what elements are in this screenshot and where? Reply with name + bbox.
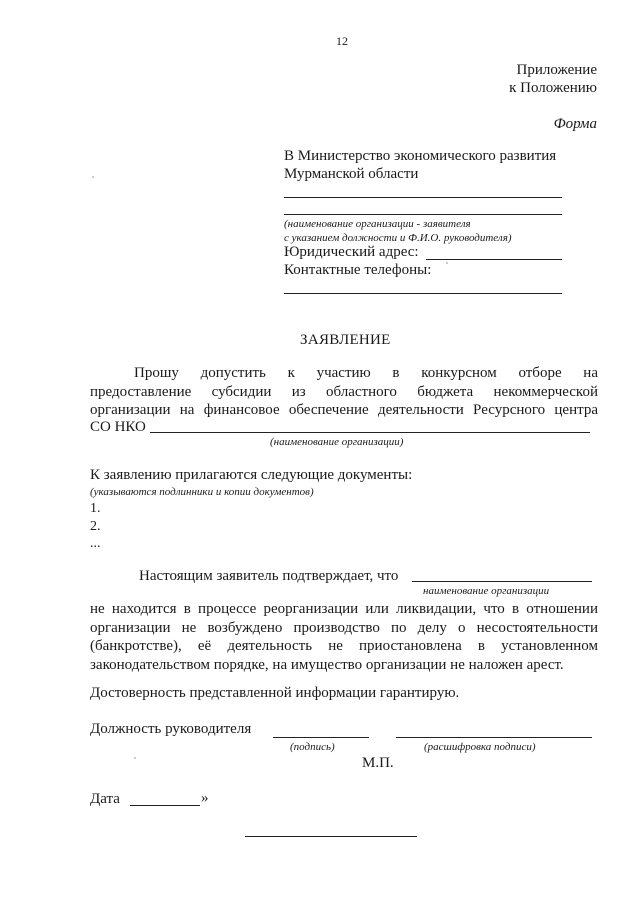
legal-address-line [426,259,562,260]
date-line [130,805,200,806]
signature-caption: (подпись) [290,741,335,753]
form-label: Форма [553,116,597,132]
addressee-ministry: В Министерство экономического развития [284,148,557,164]
org-name-line-1 [284,197,562,198]
position-label: Должность руководителя [90,721,252,737]
document-item-2: 2. [90,519,101,534]
request-paragraph [90,364,598,420]
org-name-caption: (наименование организации) [270,436,404,448]
legal-address-label: Юридический адрес: [284,244,419,260]
decryption-caption: (расшифровка подписи) [424,741,536,753]
scan-speck [92,176,94,178]
document-item-1: 1. [90,501,101,516]
decryption-line [396,737,592,738]
date-quote: » [201,790,209,806]
org-name-note-2: с указанием должности и Ф.И.О. руководителя) [284,232,512,244]
confirmation-org-caption: наименование организации [423,585,550,597]
appendix-label: Приложение [516,62,597,78]
confirmation-line-3: (банкротстве), её деятельность не приостановлена в установленном [90,638,598,654]
confirmation-line-4: законодательством порядке, на имущество организации не наложен арест. [90,656,564,673]
request-line-2: предоставление субсидии из областного бюджета некоммерческой [90,383,598,400]
stamp-place: М.П. [362,755,394,771]
scan-speck [446,262,448,264]
org-name-fill-line [150,432,590,433]
confirmation-line-2: организации не возбуждено производство по делу о несостоятельности [90,619,598,636]
document-title: ЗАЯВЛЕНИЕ [300,332,391,348]
request-line-4: СО НКО [90,419,146,435]
guarantee-statement: Достоверность представленной информации гарантирую. [90,685,460,701]
page-number: 12 [336,34,348,48]
scan-speck [134,757,136,759]
contact-phones-label: Контактные телефоны: [284,262,432,278]
documents-heading: К заявлению прилагаются следующие документы: [90,467,413,483]
bottom-separator [245,836,417,837]
addressee-region: Мурманской области [284,166,419,182]
date-label: Дата [90,791,120,807]
appendix-reference: к Положению [509,80,597,96]
confirmation-lead: Настоящим заявитель подтверждает, что [139,568,399,584]
document-item-more: ... [90,536,101,551]
signature-line [273,737,369,738]
contact-phones-line [284,293,562,294]
confirmation-paragraph [90,600,598,674]
org-name-note-1: (наименование организации - заявителя [284,218,471,230]
request-line-1: Прошу допустить к участию в конкурсном отборе на [134,365,598,381]
confirmation-line-1: не находится в процессе реорганизации или ликвидации, что в отношении [90,601,598,617]
confirmation-org-line [412,581,592,582]
org-name-line-2 [284,214,562,215]
documents-note: (указываются подлинники и копии документов) [90,486,314,498]
request-line-3: организации на финансовое обеспечение деятельности Ресурсного центра [90,402,598,418]
